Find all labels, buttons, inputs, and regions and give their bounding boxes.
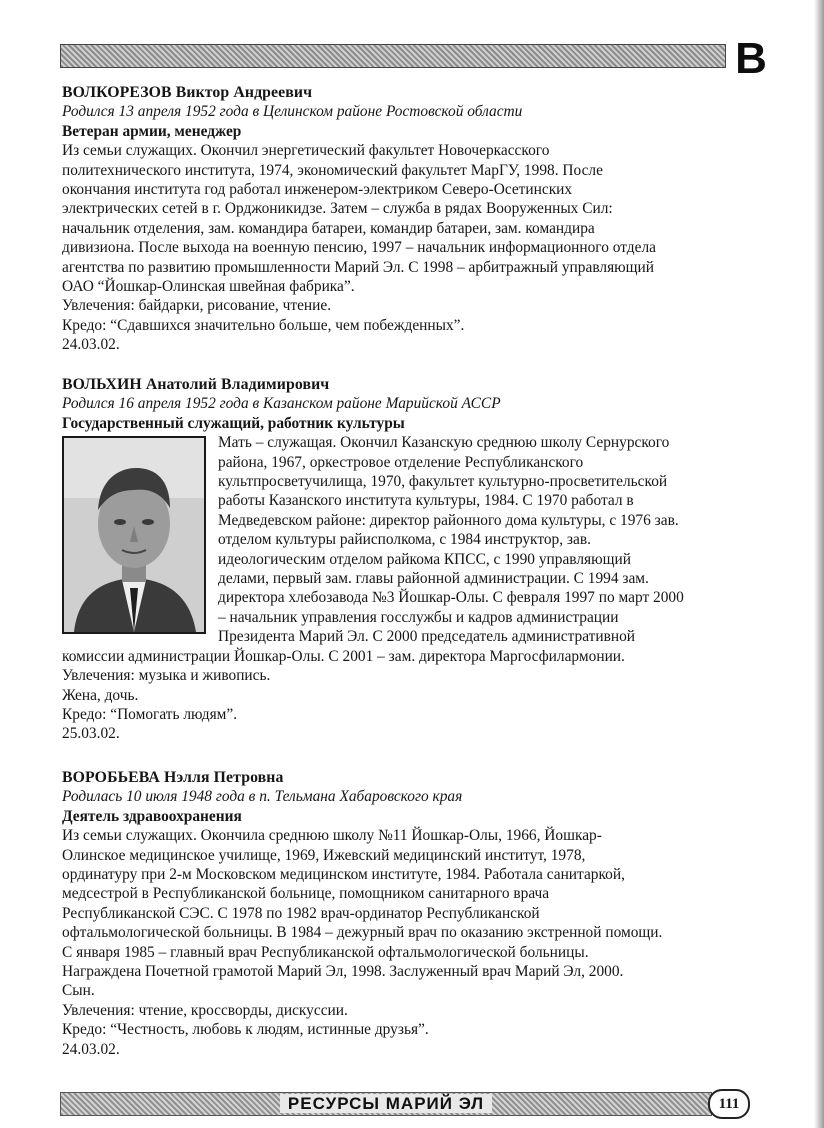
biography-entry <box>62 375 770 744</box>
bio-line: офтальмологической больницы. В 1984 – дежурный врач по оказанию экстренной помощи. <box>62 924 663 942</box>
family: Жена, дочь. <box>62 686 139 704</box>
bio-line: – начальник управления госслужбы и кадров администрации <box>218 608 619 626</box>
bio-line: Республиканской СЭС. С 1978 по 1982 врач-ординатор Республиканской <box>62 904 540 922</box>
person-name: ВОЛКОРЕЗОВ Виктор Андреевич <box>62 84 313 101</box>
bio-line: работы Казанского института культуры, 1984. С 1970 работал в <box>218 492 634 510</box>
credo: Кредо: “Помогать людям”. <box>62 705 238 723</box>
bio-line: начальник отделения, зам. командира батареи, командир батареи, зам. командира <box>62 219 595 237</box>
bio-line: директора хлебозавода №3 Йошкар-Олы. С февраля 1997 по март 2000 <box>218 589 684 607</box>
hobbies: Увлечения: чтение, кроссворды, дискуссии. <box>62 1001 348 1019</box>
bio-line: медсестрой в Республиканской больнице, помощником санитарного врача <box>62 885 550 903</box>
credo: Кредо: “Сдавшихся значительно больше, чем побежденных”. <box>62 316 465 334</box>
bio-line: агентства по развитию промышленности Марий Эл. С 1998 – арбитражный управляющий <box>62 258 654 276</box>
person-role: Ветеран армии, менеджер <box>62 122 242 140</box>
hobbies: Увлечения: байдарки, рисование, чтение. <box>62 297 332 315</box>
credo: Кредо: “Честность, любовь к людям, истинные друзья”. <box>62 1021 429 1039</box>
person-name: ВОРОБЬЕВА Нэлля Петровна <box>62 769 284 786</box>
bio-line: ординатуру при 2-м Московском медицинском институте, 1984. Работала санитаркой, <box>62 866 625 884</box>
bio-line: района, 1967, оркестровое отделение Республиканского <box>218 453 584 471</box>
biography-text <box>62 141 770 296</box>
bio-line: Из семьи служащих. Окончил энергетический факультет Новочеркасского <box>62 142 550 160</box>
bio-line: окончания института год работал инженером-электриком Северо-Осетинских <box>62 181 573 199</box>
family: Сын. <box>62 982 95 1000</box>
person-role: Деятель здравоохранения <box>62 807 242 825</box>
bio-line: Мать – служащая. Окончил Казанскую среднюю школу Сернурского <box>218 434 670 452</box>
page-number: 111 <box>708 1089 750 1119</box>
biography-text <box>62 826 770 981</box>
header-band <box>60 44 726 68</box>
bio-line: дивизиона. После выхода на военную пенсию, 1997 – начальник информационного отдела <box>62 239 656 257</box>
bio-line: электрических сетей в г. Орджоникидзе. Затем – служба в рядах Вооруженных Сил: <box>62 200 613 218</box>
hobbies: Увлечения: музыка и живопись. <box>62 667 271 685</box>
person-role: Государственный служащий, работник культуры <box>62 414 405 432</box>
bio-line: комиссии администрации Йошкар-Олы. С 2001 – зам. директора Маргосфилармонии. <box>62 647 625 665</box>
biography-entry <box>62 768 770 1059</box>
bio-line: Медведевском районе: директор районного дома культуры, с 1976 зав. <box>218 511 679 529</box>
bio-line: Из семьи служащих. Окончила среднюю школу №11 Йошкар-Олы, 1966, Йошкар- <box>62 827 602 845</box>
entry-date: 24.03.02. <box>62 1040 120 1058</box>
bio-line: делами, первый зам. главы районной администрации. С 1994 зам. <box>218 570 649 588</box>
birth-info: Родился 13 апреля 1952 года в Целинском районе Ростовской области <box>62 103 523 121</box>
footer-title <box>61 1093 711 1115</box>
bio-line: Награждена Почетной грамотой Марий Эл, 1998. Заслуженный врач Марий Эл, 2000. <box>62 963 624 981</box>
portrait-photo <box>62 436 206 634</box>
biography-text <box>62 433 770 666</box>
birth-info: Родилась 10 июля 1948 года в п. Тельмана Хабаровского края <box>62 788 463 806</box>
section-letter: В <box>735 34 767 83</box>
biography-entry <box>62 83 770 355</box>
footer-title-text: РЕСУРСЫ МАРИЙ ЭЛ <box>280 1094 492 1113</box>
person-name: ВОЛЬХИН Анатолий Владимирович <box>62 376 330 393</box>
entry-date: 25.03.02. <box>62 725 120 743</box>
footer-band <box>60 1092 712 1116</box>
bio-line: Олинское медицинское училище, 1969, Ижевский медицинский институт, 1978, <box>62 846 586 864</box>
page-edge-shadow <box>814 0 824 1128</box>
birth-info: Родился 16 апреля 1952 года в Казанском районе Марийской АССР <box>62 395 501 413</box>
bio-line: идеологическим отделом райкома КПСС, с 1990 управляющий <box>218 550 631 568</box>
bio-line: культпросветучилища, 1970, факультет культурно-просветительской <box>218 473 668 491</box>
bio-line: С января 1985 – главный врач Республиканской офтальмологической больницы. <box>62 943 589 961</box>
bio-line: ОАО “Йошкар-Олинская швейная фабрика”. <box>62 278 355 296</box>
bio-line: политехнического института, 1974, экономический факультет МарГУ, 1998. После <box>62 161 603 179</box>
portrait-illustration <box>64 438 204 632</box>
entry-date: 24.03.02. <box>62 336 120 354</box>
bio-line: Президента Марий Эл. С 2000 председатель административной <box>218 628 636 646</box>
bio-line: отделом культуры райисполкома, с 1984 инструктор, зав. <box>218 531 591 549</box>
